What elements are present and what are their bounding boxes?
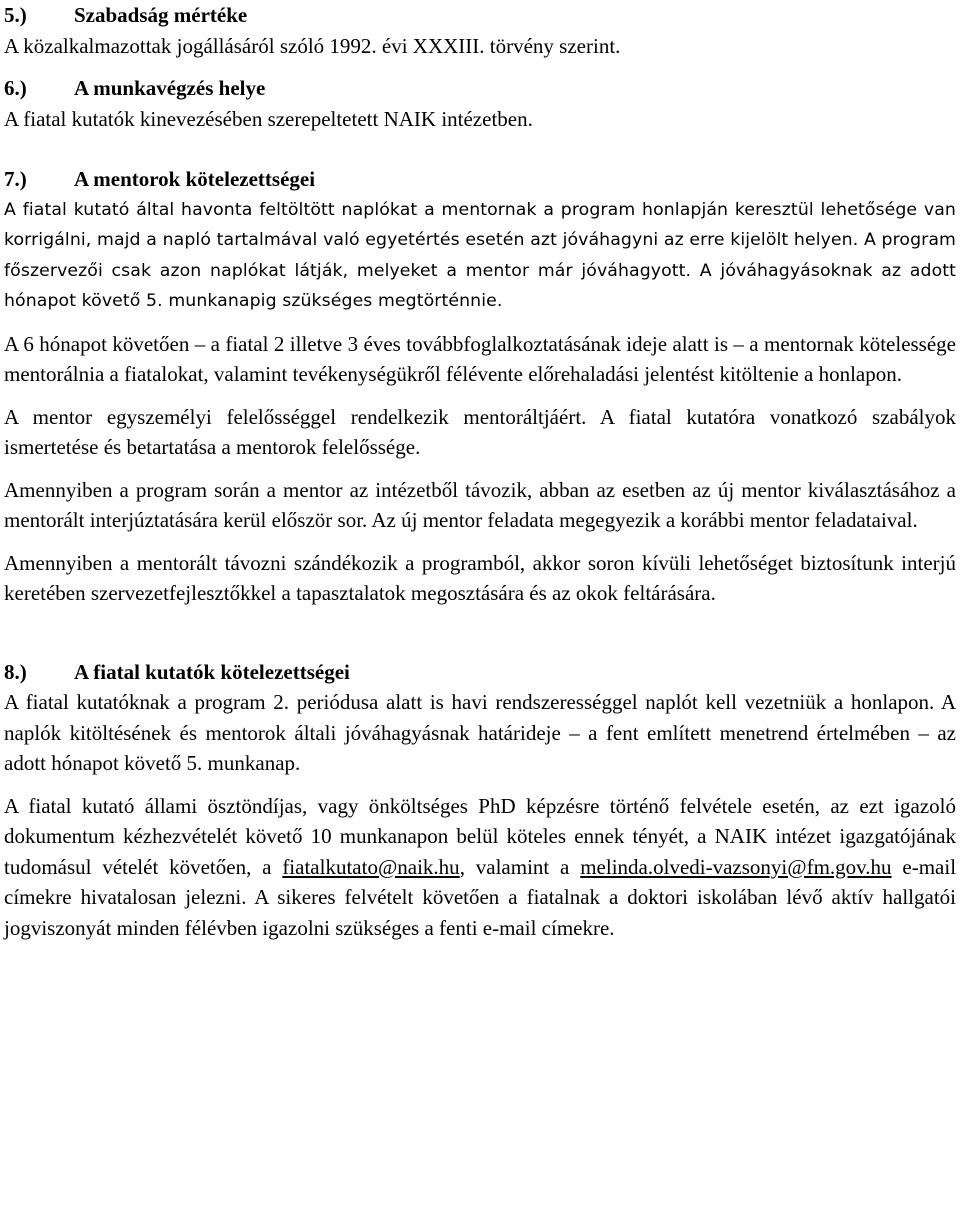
section-7-paragraph-5: Amennyiben a mentorált távozni szándékozik a programból, akkor soron kívüli lehetőséget biztosítunk interjú keretében szervezetfejlesztőkkel a tapasztalatok megosztására és az okok feltárására. [4, 550, 956, 605]
section-7-paragraph-1: A fiatal kutató által havonta feltöltött naplókat a mentornak a program honlapján keresztül lehetősége van korrigálni, majd a napló tartalmával való egyetértés esetén azt jóváhagyni az erre kijelölt helyen. A program főszervezői csak azon naplókat látják, melyeket a mentor már jóváhagyott. A jóváhagyásoknak az adott hónapot követő 5. munkanapig szükséges megtörténnie. [4, 199, 956, 311]
section-8-paragraph-1: A fiatal kutatóknak a program 2. periódusa alatt is havi rendszerességgel naplót kell vezetniük a honlapon. A naplók kitöltésének és mentorok általi jóváhagyásnak határideje – a fent említett menetrend értelmében – az adott hónapot követő 5. munkanap. [4, 690, 956, 775]
section-8-paragraph-2-part-2: , valamint a [459, 854, 570, 879]
section-5-number: 5.) [4, 3, 27, 27]
section-8-paragraph-2-part-1: A fiatal kutató állami ösztöndíjas, vagy önköltséges PhD képzésre történő felvétele esetén, az ezt igazoló dokumentum kézhezvételét követő 10 munkanapon belül köteles ennek tényét, a NAIK intézet igazgatójának tudomásul vételét követően, a [4, 793, 956, 879]
section-6-heading [4, 73, 956, 104]
section-8-paragraph-2-part-3: e-mail címekre hivatalosan jelezni. A sikeres felvételt követően a fiatalnak a doktori iskolában lévő aktív hallgatói jogviszonyát minden félévben igazolni szükséges a fenti e-mail címekre. [4, 854, 957, 940]
section-8-title: A fiatal kutatók kötelezettségei [74, 659, 350, 684]
section-7-title: A mentorok kötelezettségei [74, 167, 316, 191]
section-7-paragraph-3: A mentor egyszemélyi felelősséggel rendelkezik mentoráltjáért. A fiatal kutatóra vonatkozó szabályok ismertetése és betartatása a mentorok felelőssége. [4, 404, 956, 459]
section-7-heading [4, 164, 956, 195]
section-7-number: 7.) [4, 167, 27, 191]
section-5-title: Szabadság mértéke [74, 3, 248, 27]
section-6-title: A munkavégzés helye [74, 76, 266, 100]
section-5-heading [4, 0, 956, 31]
email-link-melinda[interactable]: melinda.olvedi-vazsonyi@fm.gov.hu [580, 854, 892, 879]
document-page [4, 0, 956, 943]
section-5-text: A közalkalmazottak jogállásáról szóló 1992. évi XXXIII. törvény szerint. [4, 33, 621, 58]
section-7-paragraph-4: Amennyiben a program során a mentor az intézetből távozik, abban az esetben az új mentor kiválasztásához a mentorált interjúztatására kerül először sor. Az új mentor feladata megegyezik a korábbi mentor feladataival. [4, 477, 956, 532]
section-6-number: 6.) [4, 76, 27, 100]
section-8-heading [4, 657, 956, 688]
section-7-paragraph-2: A 6 hónapot követően – a fiatal 2 illetve 3 éves továbbfoglalkoztatásának ideje alatt is – a mentornak kötelessége mentorálnia a fiatalokat, valamint tevékenységükről félévente előrehaladási jelentést kitöltenie a honlapon. [4, 331, 956, 386]
section-6-text: A fiatal kutatók kinevezésében szerepeltetett NAIK intézetben. [4, 106, 533, 131]
section-8-paragraph-2 [4, 791, 956, 944]
email-link-fiatalkutato[interactable]: fiatalkutato@naik.hu [282, 854, 460, 879]
section-8-number: 8.) [4, 659, 27, 684]
